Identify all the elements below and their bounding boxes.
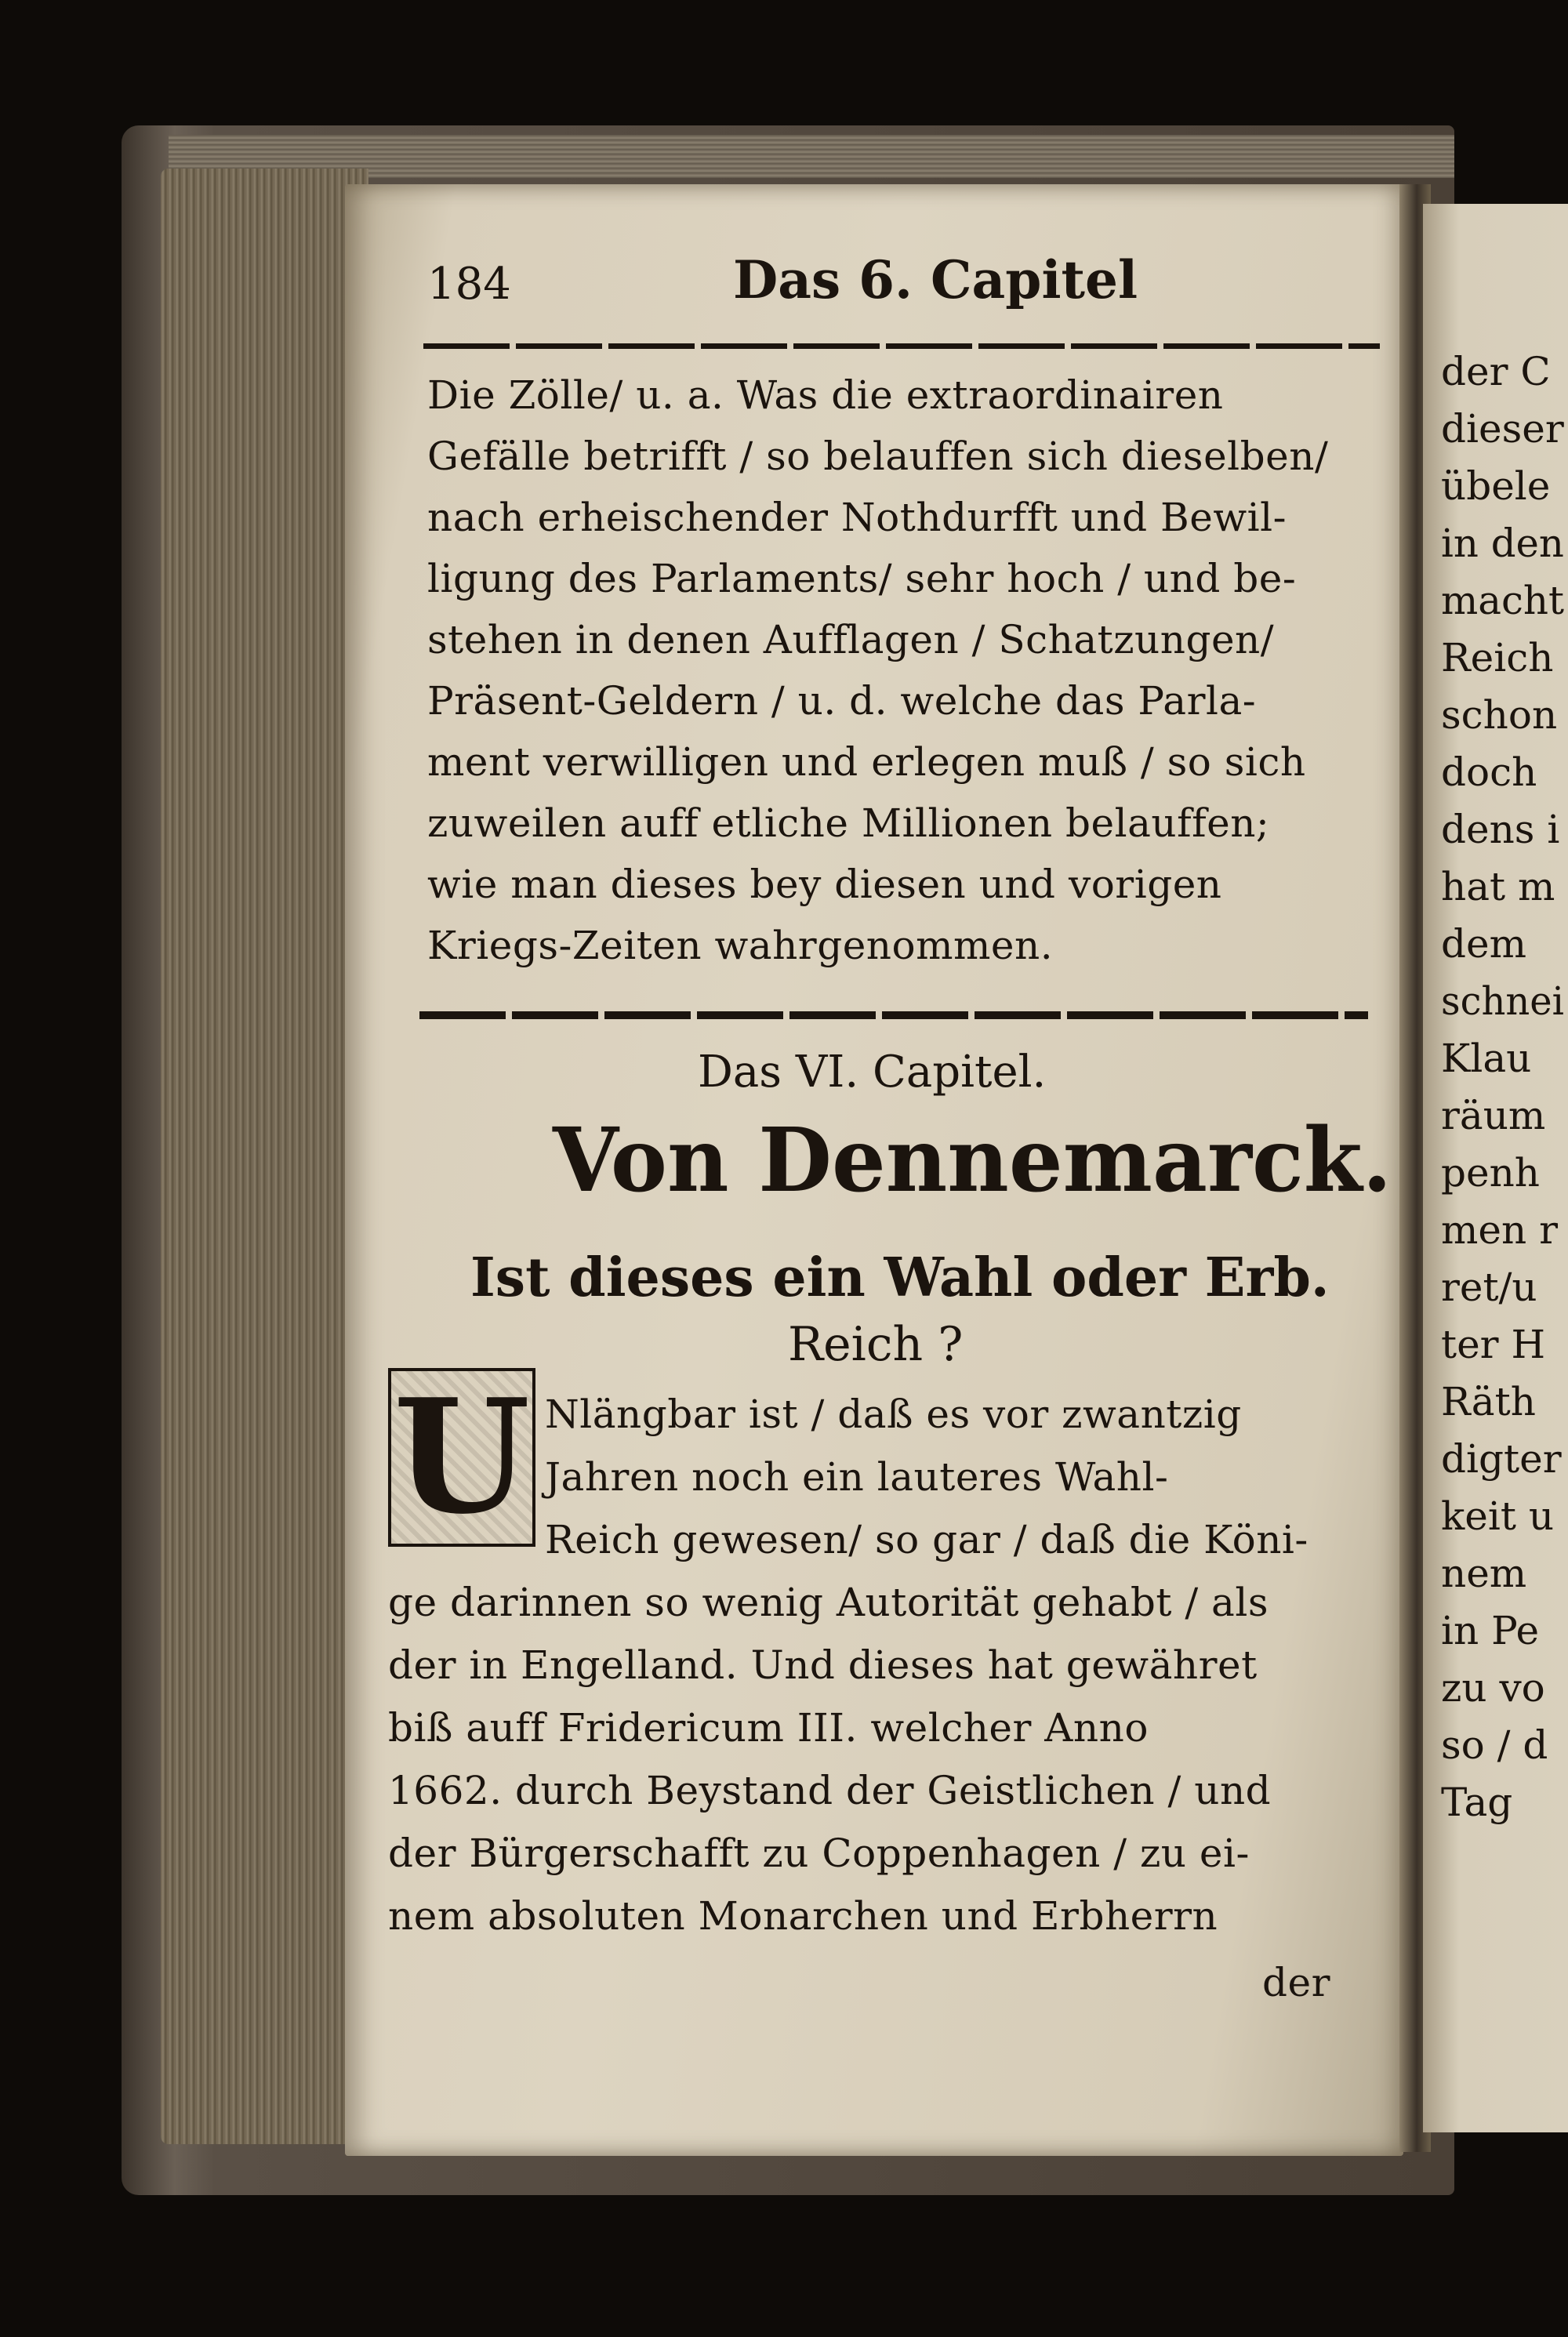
facing-page-fragment: räum	[1441, 1093, 1546, 1138]
facing-page-fragment: dens i	[1441, 807, 1560, 852]
body-line: Reich gewesen/ so gar / daß die Köni-	[545, 1517, 1308, 1562]
body-line: 1662. durch Beystand der Geistlichen / und	[388, 1768, 1272, 1813]
body-line: Nlängbar ist / daß es vor zwantzig	[545, 1392, 1242, 1437]
paragraph-line: Kriegs-Zeiten wahrgenommen.	[427, 923, 1054, 968]
catchword: der	[1262, 1960, 1330, 2005]
chapter-label: Das VI. Capitel.	[698, 1047, 1047, 1098]
paragraph-line: Präsent-Geldern / u. d. welche das Parla-	[427, 678, 1257, 724]
facing-page-fragment: nem	[1441, 1551, 1527, 1596]
paragraph-line: Die Zölle/ u. a. Was die extraordinairen	[427, 372, 1224, 418]
paragraph-line: ment verwilligen und erlegen muß / so sich	[427, 739, 1306, 785]
page-edges-side	[161, 169, 368, 2144]
paragraph-line: wie man dieses bey diesen und vorigen	[427, 862, 1222, 907]
facing-page-fragment: ret/u	[1441, 1265, 1537, 1310]
facing-page-fragment: Räth	[1441, 1379, 1536, 1424]
body-line: der in Engelland. Und dieses hat gewähret	[388, 1642, 1258, 1688]
facing-page-fragment: digter	[1441, 1436, 1562, 1482]
facing-page-fragment: macht	[1441, 578, 1565, 623]
running-title: Das 6. Capitel	[733, 249, 1138, 310]
body-line: der Bürgerschafft zu Coppenhagen / zu ei-	[388, 1831, 1250, 1876]
facing-page-fragment: so / d	[1441, 1722, 1548, 1768]
facing-page-fragment: Klau	[1441, 1036, 1532, 1081]
paragraph-line: stehen in denen Aufflagen / Schatzungen/	[427, 617, 1275, 662]
paragraph-line: nach erheischender Nothdurfft und Bewil-	[427, 495, 1287, 540]
decorated-initial: U	[388, 1368, 535, 1547]
facing-page-fragment: schnei	[1441, 978, 1564, 1024]
chapter-question: Ist dieses ein Wahl oder Erb.	[470, 1247, 1330, 1309]
facing-page-fragment: zu vo	[1441, 1665, 1545, 1711]
facing-page-fragment: in Pe	[1441, 1608, 1540, 1653]
facing-page-fragment: in den	[1441, 521, 1564, 566]
page-number: 184	[427, 259, 511, 310]
facing-page-fragment: schon	[1441, 692, 1558, 738]
facing-page-fragment: der C	[1441, 349, 1551, 394]
header-rule	[423, 343, 1380, 349]
chapter-question-cont: Reich ?	[788, 1317, 964, 1372]
body-line: ge darinnen so wenig Autorität gehabt / als	[388, 1580, 1269, 1625]
facing-page-fragment: Tag	[1441, 1780, 1513, 1825]
paragraph-line: zuweilen auff etliche Millionen belauffen;	[427, 800, 1270, 846]
facing-page-fragment: penh	[1441, 1150, 1541, 1196]
facing-page-fragment: keit u	[1441, 1493, 1555, 1539]
body-line: Jahren noch ein lauteres Wahl-	[545, 1454, 1169, 1500]
section-rule	[419, 1011, 1368, 1019]
body-line: biß auff Fridericum III. welcher Anno	[388, 1705, 1149, 1751]
facing-page-fragment: men r	[1441, 1207, 1558, 1253]
chapter-title: Von Dennemarck.	[553, 1109, 1392, 1212]
facing-page-fragment: ter H	[1441, 1322, 1546, 1367]
facing-page-fragment: hat m	[1441, 864, 1555, 909]
facing-page-fragment: dem	[1441, 921, 1527, 967]
facing-page-fragment: Reich	[1441, 635, 1554, 680]
body-line: nem absoluten Monarchen und Erbherrn	[388, 1893, 1218, 1939]
paragraph-line: ligung des Parlaments/ sehr hoch / und be-	[427, 556, 1297, 601]
paragraph-line: Gefälle betrifft / so belauffen sich dieselben/	[427, 434, 1329, 479]
facing-page-fragment: übele	[1441, 463, 1551, 509]
facing-page-fragment: doch	[1441, 749, 1537, 795]
facing-page-fragment: dieser	[1441, 406, 1564, 452]
